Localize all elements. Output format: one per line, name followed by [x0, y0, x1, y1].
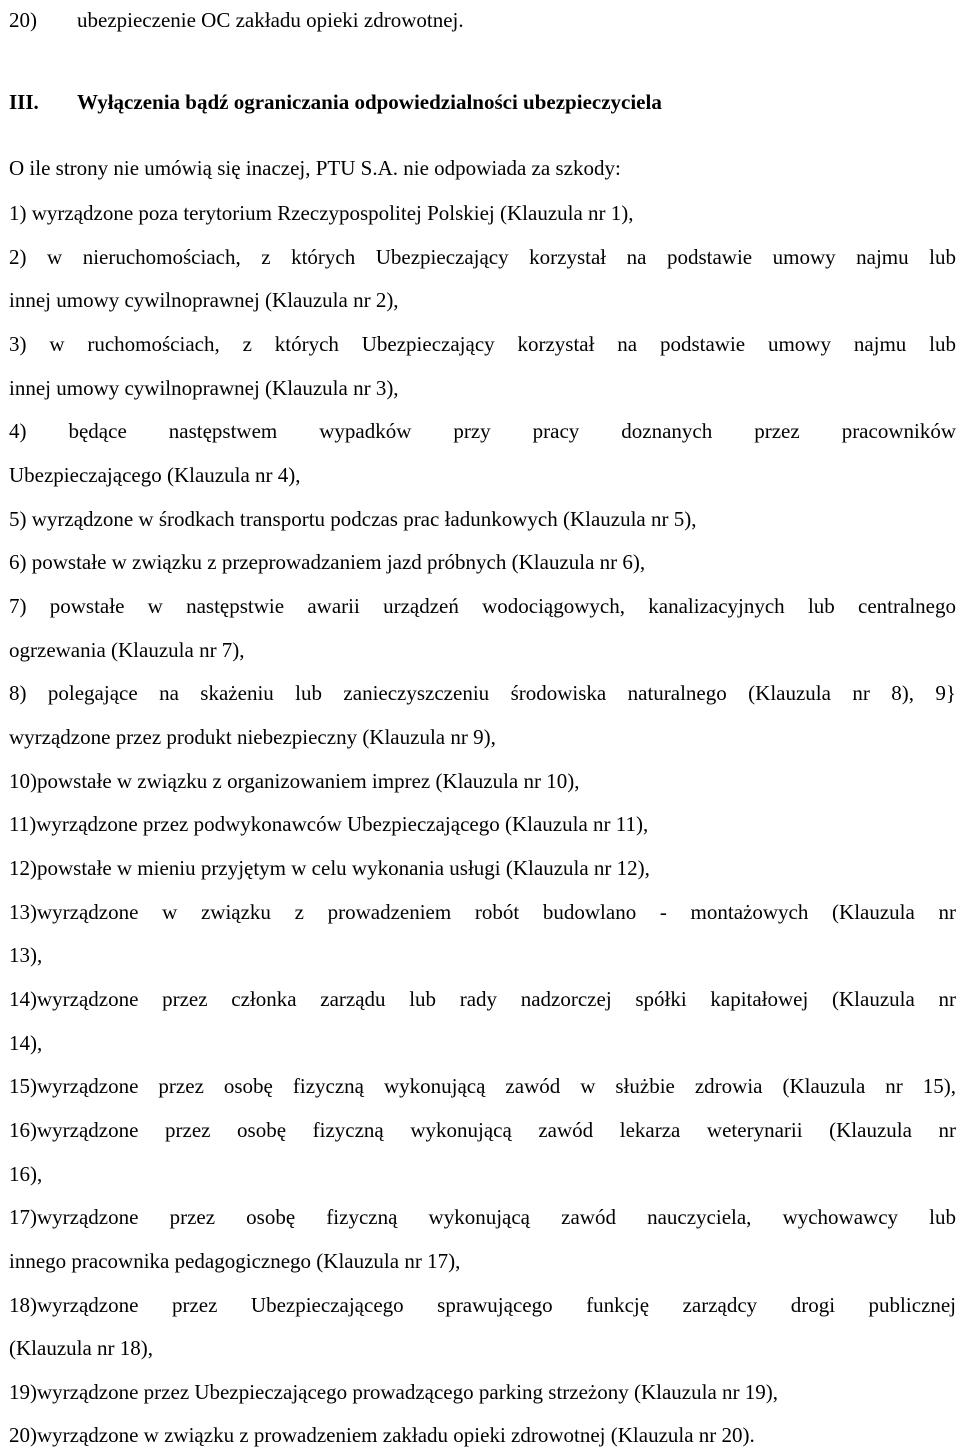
section-title: Wyłączenia bądź ograniczania odpowiedzialności ubezpieczyciela [77, 90, 662, 114]
text-line: 7) powstałe w następstwie awarii urządzeń wodociągowych, kanalizacyjnych lub centralnego [9, 594, 956, 618]
top-item-number: 20) [9, 8, 37, 32]
section-heading [9, 89, 956, 115]
text-line: 16)wyrządzone przez osobę fizyczną wykonującą zawód lekarza weterynarii (Klauzula nr [9, 1118, 956, 1142]
text-line: 13), [9, 943, 43, 967]
text-line: 5) wyrządzone w środkach transportu podczas prac ładunkowych (Klauzula nr 5), [9, 507, 697, 531]
text-line: (Klauzula nr 18), [9, 1336, 154, 1360]
text-line: 1) wyrządzone poza terytorium Rzeczypospolitej Polskiej (Klauzula nr 1), [9, 201, 634, 225]
text-line: 20)wyrządzone w związku z prowadzeniem zakładu opieki zdrowotnej (Klauzula nr 20). [9, 1423, 755, 1447]
text-line: 10)powstałe w związku z organizowaniem imprez (Klauzula nr 10), [9, 769, 580, 793]
text-line: ogrzewania (Klauzula nr 7), [9, 638, 245, 662]
top-list-item [9, 7, 956, 33]
text-line: wyrządzone przez produkt niebezpieczny (Klauzula nr 9), [9, 725, 496, 749]
intro-line: O ile strony nie umówią się inaczej, PTU S.A. nie odpowiada za szkody: [9, 156, 621, 180]
text-line: 16), [9, 1162, 43, 1186]
text-line: 14), [9, 1031, 43, 1055]
text-line: 17)wyrządzone przez osobę fizyczną wykonującą zawód nauczyciela, wychowawcy lub [9, 1205, 956, 1229]
text-line: 12)powstałe w mieniu przyjętym w celu wykonania usługi (Klauzula nr 12), [9, 856, 650, 880]
text-line: 6) powstałe w związku z przeprowadzaniem jazd próbnych (Klauzula nr 6), [9, 550, 646, 574]
section-number: III. [9, 90, 39, 114]
text-line: Ubezpieczającego (Klauzula nr 4), [9, 463, 301, 487]
text-line: 8) polegające na skażeniu lub zanieczyszczeniu środowiska naturalnego (Klauzula nr 8), 9} [9, 681, 956, 705]
text-line: 2) w nieruchomościach, z których Ubezpieczający korzystał na podstawie umowy najmu lub [9, 245, 956, 269]
text-line: 15)wyrządzone przez osobę fizyczną wykonującą zawód w służbie zdrowia (Klauzula nr 15), [9, 1074, 956, 1098]
text-line: innego pracownika pedagogicznego (Klauzula nr 17), [9, 1249, 461, 1273]
text-line: 14)wyrządzone przez członka zarządu lub rady nadzorczej spółki kapitałowej (Klauzula nr [9, 987, 956, 1011]
text-line: 11)wyrządzone przez podwykonawców Ubezpieczającego (Klauzula nr 11), [9, 812, 649, 836]
text-line: innej umowy cywilnoprawnej (Klauzula nr 2), [9, 288, 399, 312]
text-line: 13)wyrządzone w związku z prowadzeniem robót budowlano - montażowych (Klauzula nr [9, 900, 956, 924]
text-line: 3) w ruchomościach, z których Ubezpieczający korzystał na podstawie umowy najmu lub [9, 332, 956, 356]
text-line: innej umowy cywilnoprawnej (Klauzula nr 3), [9, 376, 399, 400]
top-item-text: ubezpieczenie OC zakładu opieki zdrowotnej. [77, 8, 464, 32]
text-line: 4) będące następstwem wypadków przy pracy doznanych przez pracowników [9, 419, 956, 443]
text-line: 18)wyrządzone przez Ubezpieczającego sprawującego funkcję zarządcy drogi publicznej [9, 1293, 956, 1317]
text-line: 19)wyrządzone przez Ubezpieczającego prowadzącego parking strzeżony (Klauzula nr 19), [9, 1380, 779, 1404]
